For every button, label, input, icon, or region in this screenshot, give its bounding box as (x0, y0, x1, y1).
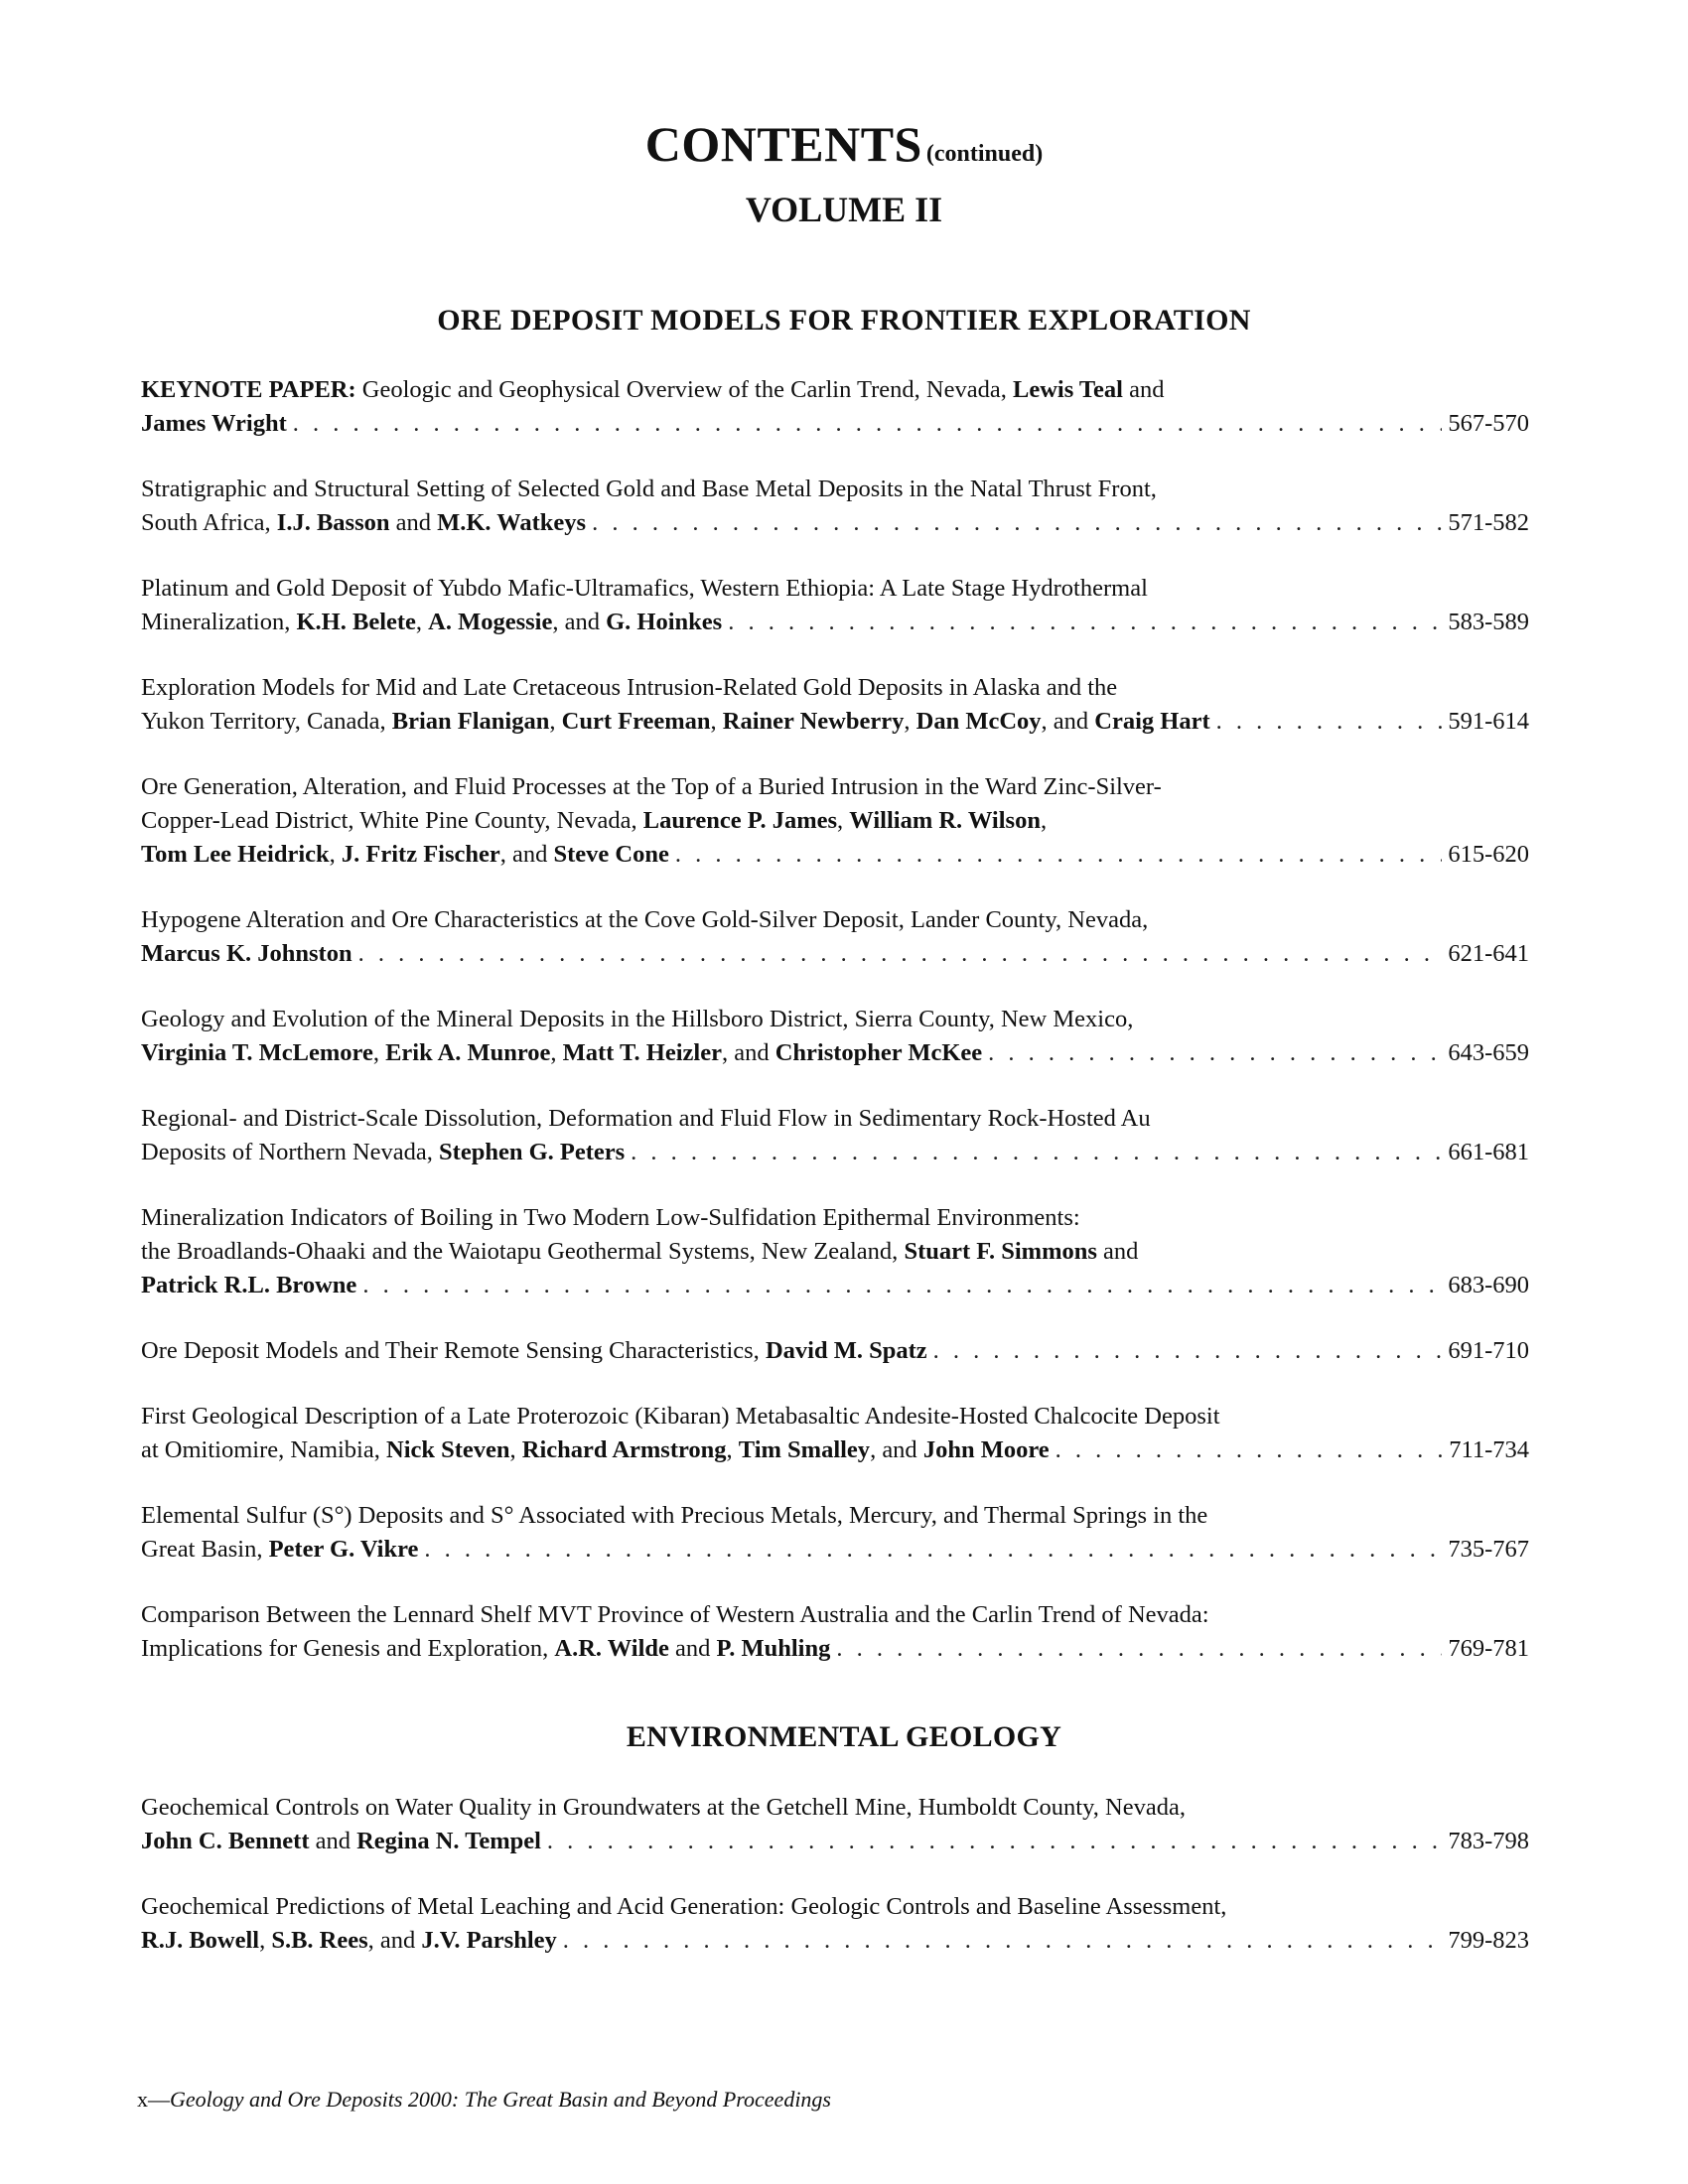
title-text: Platinum and Gold Deposit of Yubdo Mafic-Ultramafics, Western Ethiopia: A Late Stage Hydrothermal (141, 575, 1148, 602)
title-text: , (259, 1927, 272, 1954)
author-name: Stephen G. Peters (439, 1139, 626, 1165)
author-name: A. Mogessie (428, 609, 553, 635)
dot-leader (592, 506, 1442, 540)
toc-entry-last-line (141, 1825, 1529, 1858)
title-text: and (389, 509, 438, 536)
toc-entry-line (141, 1102, 1529, 1136)
toc-entry-last-line (141, 606, 1529, 639)
author-name: KEYNOTE PAPER: (141, 376, 356, 403)
author-name: Richard Armstrong (521, 1436, 727, 1463)
author-name: M.K. Watkeys (437, 509, 587, 536)
author-name: A.R. Wilde (554, 1635, 669, 1662)
title-text: Copper-Lead District, White Pine County, Nevada, (141, 807, 643, 834)
title-text: , (1040, 807, 1048, 834)
page-range: 783-798 (1448, 1828, 1529, 1854)
page-range: 571-582 (1448, 509, 1529, 536)
toc-entry-line (141, 373, 1529, 407)
toc-entry-text (141, 1893, 1226, 1920)
author-name: G. Hoinkes (606, 609, 723, 635)
title-text: South Africa, (141, 509, 277, 536)
author-name: J. Fritz Fischer (341, 841, 500, 868)
dot-leader (1216, 705, 1443, 739)
toc-entry (141, 373, 1529, 441)
toc-entry-last-line (141, 407, 1529, 441)
author-name: John Moore (922, 1436, 1050, 1463)
toc-entry-last-line (141, 1269, 1529, 1302)
title-text: the Broadlands-Ohaaki and the Waiotapu Geothermal Systems, New Zealand, (141, 1238, 905, 1265)
title-text: Ore Generation, Alteration, and Fluid Processes at the Top of a Buried Intrusion in the Ward Zinc-Silver- (141, 773, 1162, 800)
toc-entry-text (141, 674, 1117, 701)
toc-entry-text (141, 1794, 1186, 1821)
title-text: Geochemical Controls on Water Quality in Groundwaters at the Getchell Mine, Humboldt County, Nevada, (141, 1794, 1186, 1821)
dot-leader (675, 838, 1442, 872)
dot-leader (424, 1533, 1442, 1567)
author-name: Nick Steven (386, 1436, 510, 1463)
toc-entry-last-line (141, 1632, 1529, 1666)
toc-entry-text (141, 838, 669, 872)
toc-entry-last-line (141, 1136, 1529, 1169)
toc-entry-text (141, 1269, 356, 1302)
toc-entry (141, 1334, 1529, 1368)
toc-entry-last-line (141, 506, 1529, 540)
toc-entry-line (141, 1499, 1529, 1533)
toc-entry-text (141, 1632, 830, 1666)
author-name: Regina N. Tempel (356, 1828, 541, 1854)
toc-entry-text (141, 1105, 1151, 1132)
contents-title-suffix: (continued) (925, 141, 1044, 167)
toc-entry-line (141, 770, 1529, 804)
toc-entry-last-line (141, 705, 1529, 739)
title-text: Exploration Models for Mid and Late Cretaceous Intrusion-Related Gold Deposits in Alaska and the (141, 674, 1118, 701)
toc-entry-text (141, 1601, 1209, 1628)
page-range: 567-570 (1448, 410, 1529, 437)
title-text: , and (367, 1927, 422, 1954)
author-name: K.H. Belete (296, 609, 416, 635)
title-text: Geology and Evolution of the Mineral Deposits in the Hillsboro District, Sierra County, New Mexico, (141, 1006, 1134, 1032)
dot-leader (933, 1334, 1443, 1368)
dot-leader (547, 1825, 1442, 1858)
toc-entry-text (141, 575, 1148, 602)
title-text: Great Basin, (141, 1536, 269, 1563)
title-text: , and (499, 841, 554, 868)
toc-entry-text (141, 376, 1164, 403)
page-range: 621-641 (1448, 940, 1529, 967)
toc-entry-last-line (141, 1433, 1529, 1467)
author-name: Tom Lee Heidrick (141, 841, 330, 868)
toc-entry-text (141, 773, 1162, 800)
author-name: S.B. Rees (271, 1927, 368, 1954)
page-range: 615-620 (1448, 841, 1529, 868)
title-text: , (415, 609, 429, 635)
toc-entry-line (141, 1400, 1529, 1433)
page-range: 735-767 (1448, 1536, 1529, 1563)
toc-entry-text (141, 1403, 1220, 1430)
title-text: , (710, 708, 723, 735)
footer-publication-title: Geology and Ore Deposits 2000: The Great Basin and Beyond Proceedings (170, 2087, 831, 2112)
page-range: 683-690 (1448, 1272, 1529, 1298)
page-range: 711-734 (1449, 1436, 1529, 1463)
toc-entry (141, 473, 1529, 540)
toc-entry-line (141, 804, 1529, 838)
author-name: Stuart F. Simmons (904, 1238, 1097, 1265)
author-name: R.J. Bowell (141, 1927, 260, 1954)
toc-entry-text (141, 1036, 982, 1070)
author-name: Brian Flanigan (391, 708, 550, 735)
title-text: Geochemical Predictions of Metal Leaching and Acid Generation: Geologic Controls and Baseline Assessment, (141, 1893, 1227, 1920)
toc-entry-last-line (141, 1533, 1529, 1567)
title-text: , (837, 807, 850, 834)
author-name: Dan McCoy (915, 708, 1042, 735)
page-range: 643-659 (1448, 1039, 1529, 1066)
title-text: Elemental Sulfur (S°) Deposits and S° Associated with Precious Metals, Mercury, and Thermal Springs in the (141, 1502, 1208, 1529)
toc-entry-line (141, 1890, 1529, 1924)
page-range: 591-614 (1448, 708, 1529, 735)
toc-entry-line (141, 1791, 1529, 1825)
volume-heading: VOLUME II (745, 190, 943, 229)
toc-entry-line (141, 1235, 1529, 1269)
contents-title: CONTENTS (644, 116, 922, 172)
dot-leader (728, 606, 1442, 639)
dot-leader (1055, 1433, 1444, 1467)
toc-entry-line (141, 1201, 1529, 1235)
page-title (0, 115, 1688, 173)
dot-leader (362, 1269, 1442, 1302)
toc-entry (141, 903, 1529, 971)
toc-entry (141, 1791, 1529, 1858)
page-range: 769-781 (1448, 1635, 1529, 1662)
toc-entry-last-line (141, 1334, 1529, 1368)
toc-entry-line (141, 572, 1529, 606)
toc-entry (141, 1003, 1529, 1070)
page-range: 799-823 (1448, 1927, 1529, 1954)
author-name: David M. Spatz (765, 1337, 927, 1364)
toc-entry (141, 770, 1529, 872)
page-footer (137, 2087, 831, 2113)
author-name: Craig Hart (1094, 708, 1210, 735)
toc-entry-last-line (141, 1924, 1529, 1958)
page-range: 583-589 (1448, 609, 1529, 635)
author-name: Steve Cone (553, 841, 669, 868)
title-text: at Omitiomire, Namibia, (141, 1436, 386, 1463)
author-name: Rainer Newberry (722, 708, 905, 735)
title-text: Implications for Genesis and Exploration, (141, 1635, 555, 1662)
toc-entry (141, 1201, 1529, 1302)
author-name: Erik A. Munroe (385, 1039, 551, 1066)
page-range: 691-710 (1448, 1337, 1529, 1364)
title-text: , (549, 708, 562, 735)
toc-entry (141, 1598, 1529, 1666)
title-text: Regional- and District-Scale Dissolution, Deformation and Fluid Flow in Sedimentary Rock-Hosted Au (141, 1105, 1151, 1132)
toc-entry-text (141, 1924, 557, 1958)
title-text: Stratigraphic and Structural Setting of Selected Gold and Base Metal Deposits in the Natal Thrust Front, (141, 476, 1157, 502)
title-text: , (904, 708, 916, 735)
page-range: 661-681 (1448, 1139, 1529, 1165)
title-text: Yukon Territory, Canada, (141, 708, 392, 735)
toc-entry-text (141, 906, 1148, 933)
toc-entry-line (141, 903, 1529, 937)
toc-entry-text (141, 476, 1157, 502)
dot-leader (836, 1632, 1442, 1666)
title-text: Hypogene Alteration and Ore Characteristics at the Cove Gold-Silver Deposit, Lander County, Nevada, (141, 906, 1149, 933)
dot-leader (631, 1136, 1442, 1169)
author-name: Marcus K. Johnston (141, 940, 352, 967)
author-name: Laurence P. James (642, 807, 838, 834)
title-text: First Geological Description of a Late Proterozoic (Kibaran) Metabasaltic Andesite-Hosted Chalcocite Deposit (141, 1403, 1220, 1430)
author-name: Curt Freeman (561, 708, 711, 735)
title-text: , (550, 1039, 563, 1066)
title-text: and (1122, 376, 1165, 403)
toc-entry-text (141, 937, 352, 971)
toc-entry-text (141, 1502, 1207, 1529)
toc-entry-text (141, 506, 586, 540)
dot-leader (563, 1924, 1443, 1958)
toc-entry-line (141, 1003, 1529, 1036)
title-text: Geologic and Geophysical Overview of the Carlin Trend, Nevada, (355, 376, 1013, 403)
author-name: Virginia T. McLemore (141, 1039, 373, 1066)
toc-entry-text (141, 1204, 1080, 1231)
title-text: and (1096, 1238, 1139, 1265)
title-text: Comparison Between the Lennard Shelf MVT Province of Western Australia and the Carlin Trend of Nevada: (141, 1601, 1209, 1628)
toc-entry-text (141, 1136, 625, 1169)
toc-entry-last-line (141, 1036, 1529, 1070)
toc-entry-text (141, 1533, 418, 1567)
title-text: , (726, 1436, 739, 1463)
title-text: , (329, 841, 342, 868)
toc-entry-text (141, 407, 287, 441)
author-name: J.V. Parshley (421, 1927, 557, 1954)
title-text: Deposits of Northern Nevada, (141, 1139, 440, 1165)
section-entries-environmental-geology (141, 1791, 1529, 1989)
toc-entry (141, 1499, 1529, 1567)
author-name: I.J. Basson (276, 509, 390, 536)
author-name: Patrick R.L. Browne (141, 1272, 357, 1298)
toc-entry-text (141, 1238, 1138, 1265)
section-entries-ore-deposit-models (141, 373, 1529, 1698)
toc-entry-last-line (141, 838, 1529, 872)
title-text: , and (870, 1436, 923, 1463)
title-text: , (372, 1039, 386, 1066)
author-name: Matt T. Heizler (562, 1039, 722, 1066)
toc-entry-text (141, 1334, 927, 1368)
author-name: Lewis Teal (1013, 376, 1123, 403)
author-name: Peter G. Vikre (268, 1536, 419, 1563)
title-text: , and (552, 609, 607, 635)
toc-entry-text (141, 606, 722, 639)
footer-page-number: x— (137, 2087, 170, 2112)
title-text: , (509, 1436, 522, 1463)
toc-entry-line (141, 671, 1529, 705)
toc-entry-text (141, 807, 1047, 834)
toc-entry-line (141, 473, 1529, 506)
toc-entry (141, 572, 1529, 639)
title-text: and (668, 1635, 717, 1662)
title-text: Mineralization, (141, 609, 297, 635)
toc-entry-text (141, 1825, 541, 1858)
toc-entry (141, 1400, 1529, 1467)
author-name: P. Muhling (716, 1635, 831, 1662)
toc-entry-line (141, 1598, 1529, 1632)
dot-leader (988, 1036, 1442, 1070)
toc-entry-text (141, 1433, 1050, 1467)
section-heading-ore-deposit-models: ORE DEPOSIT MODELS FOR FRONTIER EXPLORATION (437, 304, 1251, 337)
author-name: John C. Bennett (141, 1828, 310, 1854)
toc-entry (141, 671, 1529, 739)
toc-entry-last-line (141, 937, 1529, 971)
toc-entry-text (141, 705, 1210, 739)
author-name: James Wright (141, 410, 287, 437)
author-name: Tim Smalley (738, 1436, 871, 1463)
section-heading-environmental-geology: ENVIRONMENTAL GEOLOGY (626, 1720, 1062, 1753)
dot-leader (358, 937, 1443, 971)
toc-entry (141, 1890, 1529, 1958)
title-text: Ore Deposit Models and Their Remote Sensing Characteristics, (141, 1337, 766, 1364)
author-name: William R. Wilson (849, 807, 1041, 834)
title-text: , and (1041, 708, 1095, 735)
dot-leader (293, 407, 1443, 441)
author-name: Christopher McKee (774, 1039, 983, 1066)
toc-entry (141, 1102, 1529, 1169)
title-text: , and (721, 1039, 775, 1066)
title-text: Mineralization Indicators of Boiling in Two Modern Low-Sulfidation Epithermal Environments: (141, 1204, 1080, 1231)
title-text: and (309, 1828, 357, 1854)
toc-entry-text (141, 1006, 1133, 1032)
